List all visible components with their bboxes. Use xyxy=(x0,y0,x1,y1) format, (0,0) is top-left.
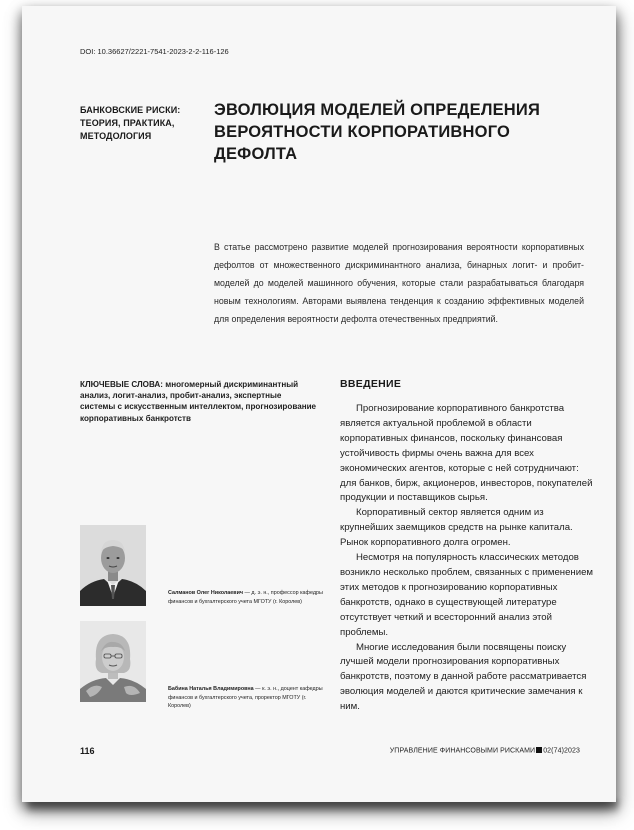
keywords: КЛЮЧЕВЫЕ СЛОВА: многомерный дискриминантный анализ, логит-анализ, пробит-анализ, экспертные системы с искусственным интеллектом, прогнозирование корпоративных банкротств xyxy=(80,380,317,423)
issue-number: 02(74)2023 xyxy=(543,747,580,755)
journal-name: УПРАВЛЕНИЕ ФИНАНСОВЫМИ РИСКАМИ xyxy=(389,747,536,755)
page-number: 116 xyxy=(80,746,95,756)
author-portrait-man-icon xyxy=(80,525,146,606)
running-footer xyxy=(380,747,580,755)
paragraph: Многие исследования были посвящены поиску лучшей модели прогнозирования корпоративных банкротств, поэтому в данной работе рассматривается эволюция моделей и даются критические замечания к ним. xyxy=(340,641,587,713)
doi: DOI: 10.36627/2221-7541-2023-2-2-116-126 xyxy=(80,47,229,56)
square-separator-icon xyxy=(536,747,542,753)
rubric-label: БАНКОВСКИЕ РИСКИ: ТЕОРИЯ, ПРАКТИКА, МЕТОДОЛОГИЯ xyxy=(80,105,181,141)
author-name: Бабина Наталья Владимировна xyxy=(168,686,254,692)
author-info: — д. э. н., профессор кафедры финансов и бухгалтерского учета МГОТУ (г. Королев) xyxy=(168,590,323,605)
author-info: — к. э. н., доцент кафедры финансов и бухгалтерского учета, проректор МГОТУ (г. Королев) xyxy=(168,686,323,710)
author-bio xyxy=(168,589,328,606)
body-text xyxy=(340,402,596,715)
section-heading: ВВЕДЕНИЕ xyxy=(340,378,402,390)
paragraph: Корпоративный сектор является одним из крупнейших заемщиков средств на рынке капитала. Рынок корпоративного долга огромен. xyxy=(340,507,573,549)
abstract: В статье рассмотрено развитие моделей прогнозирования вероятности корпоративных дефолтов от множественного дискриминантного анализа, бинарных логит- и пробит-моделей до моделей машинного обучения, которые стали разрабатываться благодаря новым технологиям. Авторами выявлена тенденция к созданию эффективных моделей для определения вероятности дефолта отечественных предприятий. xyxy=(214,242,584,324)
author-name: Салманов Олег Николаевич xyxy=(168,590,244,596)
article-title: ЭВОЛЮЦИЯ МОДЕЛЕЙ ОПРЕДЕЛЕНИЯ ВЕРОЯТНОСТИ КОРПОРАТИВНОГО ДЕФОЛТА xyxy=(214,101,541,163)
author-bio xyxy=(168,685,328,711)
paragraph: Несмотря на популярность классических методов возникло несколько проблем, связанных с применением этих методов к прогнозированию корпоративных банкротств, однако в существующей литературе отсутствует четкий и всесторонний анализ этой проблемы. xyxy=(340,552,594,638)
page-shadow xyxy=(28,800,618,814)
author-portrait-woman-icon xyxy=(80,621,146,702)
paragraph: Прогнозирование корпоративного банкротства является актуальной проблемой в области корпоративных финансов, поскольку финансовая устойчивость фирмы очень важна для всех экономических агентов, которые с ней сотрудничают: для банков, бирж, акционеров, инвесторов, покупателей продукции и поставщиков сырья. xyxy=(340,403,593,504)
